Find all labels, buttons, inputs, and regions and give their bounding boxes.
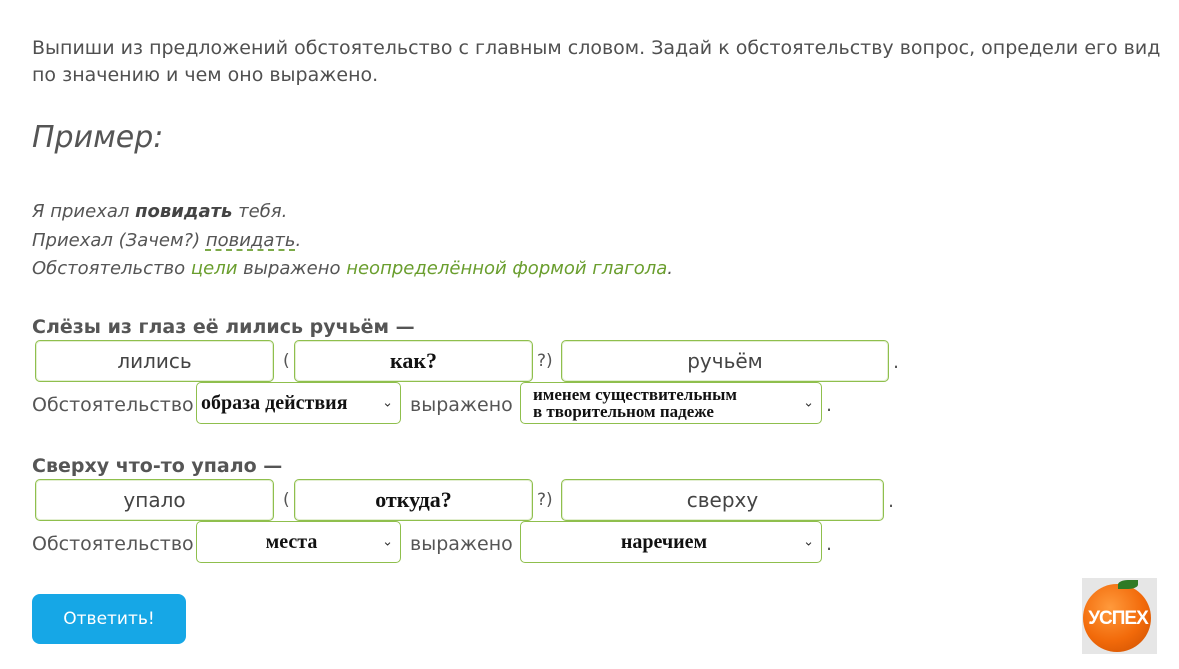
example-sentence-start: Я приехал bbox=[32, 201, 136, 222]
task2-form-select-value: наречием bbox=[620, 530, 708, 553]
example-explanation-middle: выражено bbox=[237, 258, 347, 279]
task2-end-period: . bbox=[826, 533, 833, 555]
submit-button[interactable]: Ответить! bbox=[32, 594, 186, 644]
example-explanation-start: Обстоятельство bbox=[32, 258, 191, 279]
task1-question-input[interactable]: как? bbox=[294, 340, 533, 382]
task1-expressed-label: выражено bbox=[410, 394, 513, 416]
example-form: неопределённой формой глагола bbox=[346, 258, 668, 279]
task2-question-input[interactable]: откуда? bbox=[294, 479, 533, 521]
example-sentence bbox=[32, 201, 287, 222]
task2-open-paren: ( bbox=[283, 490, 290, 510]
logo-text: УСПЕХ bbox=[1088, 608, 1148, 629]
task2-period: . bbox=[888, 490, 895, 512]
task1-type-select-value: образа действия bbox=[201, 391, 348, 414]
task1-close-paren: ?) bbox=[537, 351, 553, 371]
task1-form-select-line1: именем существительным bbox=[533, 385, 737, 404]
task1-form-select[interactable] bbox=[520, 382, 822, 424]
example-explanation-end: . bbox=[667, 258, 673, 279]
example-title: Пример: bbox=[32, 120, 164, 155]
chevron-down-icon: ⌄ bbox=[382, 395, 393, 411]
chevron-down-icon: ⌄ bbox=[803, 395, 814, 411]
example-highlight-word: повидать bbox=[135, 201, 233, 222]
example-question-line bbox=[32, 230, 301, 251]
task1-adverbial-input[interactable]: ручьём bbox=[561, 340, 889, 382]
chevron-down-icon: ⌄ bbox=[382, 534, 393, 550]
example-underlined-word: повидать bbox=[205, 230, 296, 251]
task1-main-word-input[interactable]: лились bbox=[35, 340, 274, 382]
task1-circumstance-label: Обстоятельство bbox=[32, 394, 194, 416]
task2-expressed-label: выражено bbox=[410, 533, 513, 555]
task1-sentence: Слёзы из глаз её лились ручьём — bbox=[32, 316, 415, 338]
task2-adverbial-input[interactable]: сверху bbox=[561, 479, 884, 521]
task2-form-select[interactable] bbox=[520, 521, 822, 563]
task1-type-select[interactable] bbox=[196, 382, 401, 424]
task1-open-paren: ( bbox=[283, 351, 290, 371]
task2-circumstance-label: Обстоятельство bbox=[32, 533, 194, 555]
example-sentence-end: тебя. bbox=[232, 201, 288, 222]
task2-main-word-input[interactable]: упало bbox=[35, 479, 274, 521]
example-explanation bbox=[32, 258, 673, 279]
task2-close-paren: ?) bbox=[537, 490, 553, 510]
chevron-down-icon: ⌄ bbox=[803, 534, 814, 550]
task2-sentence: Сверху что-то упало — bbox=[32, 455, 283, 477]
task2-type-select-value: места bbox=[265, 530, 318, 553]
task2-type-select[interactable] bbox=[196, 521, 401, 563]
example-question: Приехал (Зачем?) bbox=[32, 230, 206, 251]
task1-form-select-value bbox=[533, 386, 797, 420]
instruction-text: Выпиши из предложений обстоятельство с главным словом. Задай к обстоятельству вопрос, определи его вид по значению и чем оно выражено. bbox=[32, 37, 1161, 86]
leaf-icon bbox=[1118, 580, 1138, 589]
example-question-end: . bbox=[295, 230, 302, 251]
example-type: цели bbox=[190, 258, 238, 279]
task1-end-period: . bbox=[826, 394, 833, 416]
uspeh-logo bbox=[1082, 578, 1157, 654]
task1-period: . bbox=[893, 351, 900, 373]
task1-form-select-line2: в творительном падеже bbox=[533, 402, 714, 421]
